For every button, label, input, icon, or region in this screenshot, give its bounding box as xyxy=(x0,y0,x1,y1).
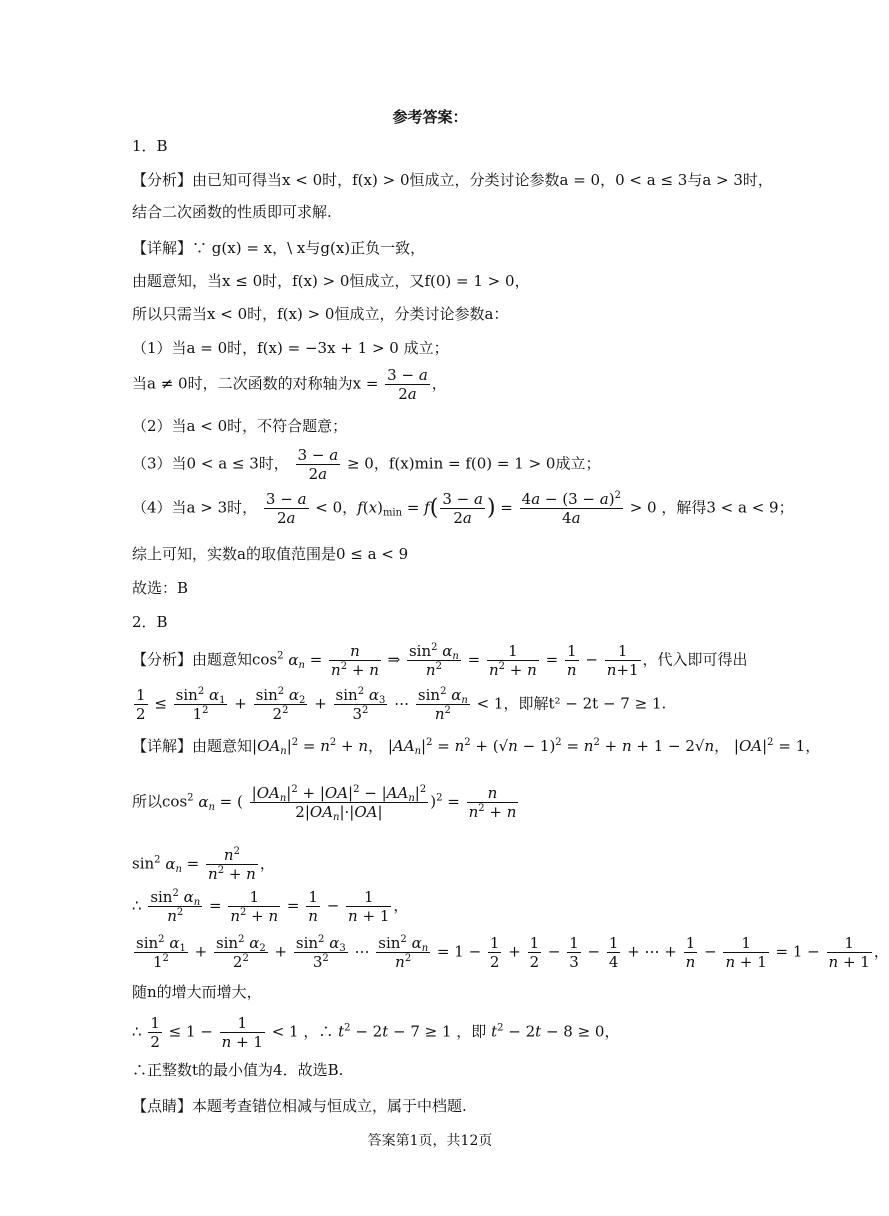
q2-so-text: 所以 xyxy=(132,792,163,811)
q1-case4-prefix: （4）当a > 3时， xyxy=(132,498,258,517)
q1-axis-text: 当a ≠ 0时，二次函数的对称轴为x = xyxy=(132,374,379,393)
q2-detail: 【详解】由题意知$|OA_n|^2 = n^2 + n$， $|AA_n|^2 = n^2 + (√n - 1)^2 = n^2 + n + 1 - 2√n$， $|OA|^2 = 1$， xyxy=(132,737,821,757)
q2-increase: 随n的增大而增大， xyxy=(132,983,262,1001)
q1-case3-suffix: ≥ 0，f(x)min = f(0) = 1 > 0成立； xyxy=(346,454,601,473)
q2-analysis-ineq-end: < 1，即解t² − 2t − 7 ≥ 1. xyxy=(476,694,667,713)
page-title: 参考答案： xyxy=(392,108,468,126)
case4-fraction: $\frac{3 - a}{2a}$ xyxy=(265,490,307,527)
q1-detail-line1: ∵ g(x) = x，\ x与g(x)正负一致， xyxy=(192,239,426,257)
q1-axis-line: 当a ≠ 0时，二次函数的对称轴为x = $\frac{3 - a}{2a}$ ， xyxy=(132,366,447,403)
q1-number: 1．B xyxy=(132,137,168,155)
q1-detail xyxy=(132,238,425,258)
q2-detail-tag: 【详解】 xyxy=(132,737,193,755)
q1-case4: （4）当a > 3时， $\frac{3 - a}{2a}$ < 0，$f(x)_{min} = f$( $\frac{3 - a}{2a}$ ) = $\frac{4a - (3 - a)^2}{4a}$ > 0 ，解得3 < a < 9； xyxy=(132,490,794,527)
q1-analysis-cont: 结合二次函数的性质即可求解. xyxy=(132,203,332,221)
q1-case1: （1）当a = 0时，f(x) = −3x + 1 > 0 成立； xyxy=(132,339,449,357)
q2-therefore-line: ∴ $\frac{\sin^2 \alpha_n}{n^2}$ = $\frac{1}{n^2 + n}$ = $\frac{1}{n}$ − $\frac{1}{n + 1}$ ， xyxy=(132,888,409,925)
q2-analysis-text: 由题意知 xyxy=(192,650,253,669)
axis-fraction: $\frac{3 - a}{2a}$ xyxy=(387,366,428,403)
q2-sin-line: $\sin^2 \alpha_n$ = $\frac{n^2}{n^2 + n}$ ， xyxy=(132,846,275,883)
q1-detail-tag: 【详解】 xyxy=(132,239,193,257)
q2-detail-text: 由题意知 xyxy=(192,737,253,755)
q1-conclusion: 综上可知，实数a的取值范围是0 ≤ a < 9 xyxy=(132,545,409,563)
q2-sum-line: $\frac{\sin^2 \alpha_1}{1^2}$ + $\frac{\sin^2 \alpha_2}{2^2}$ + $\frac{\sin^2 \alpha_3}{3^2}$ ⋯ $\frac{\sin^2 \alpha_n}{n^2}$ = 1 − $\frac{1}{2}$ + $\frac{1}{2}$ − $\frac{1}{3}$ − $\frac{1}{4}$ + ⋯ + $\frac{1}{n}$ − $\frac{1}{n + 1}$ = 1 − $\frac{1}{n + 1}$ ， xyxy=(136,934,889,971)
q2-number: 2．B xyxy=(132,613,168,631)
case3-fraction: $\frac{3 - a}{2a}$ xyxy=(297,446,339,483)
q2-comment-tag: 【点睛】 xyxy=(132,1097,193,1115)
q1-detail-line2: 由题意知，当x ≤ 0时，f(x) > 0恒成立，又f(0) = 1 > 0， xyxy=(132,272,530,290)
q1-case2: （2）当a < 0时，不符合题意； xyxy=(132,417,348,435)
q1-case3 xyxy=(132,446,600,483)
q2-comment xyxy=(132,1096,467,1116)
q1-detail-line3: 所以只需当x < 0时，f(x) > 0恒成立，分类讨论参数a： xyxy=(132,305,509,323)
q1-case3-prefix: （3）当0 < a ≤ 3时， xyxy=(132,454,289,473)
q2-analysis: 【分析】由题意知$\cos^2 \alpha_n$ = $\frac{n}{n^2 + n}$ ⇒ $\frac{\sin^2 \alpha_n}{n^2}$ = $\frac{1}{n^2 + n}$ = $\frac{1}{n}$ − $\frac{1}{n+1}$ ，代入即可得出 xyxy=(132,642,748,679)
page-footer: 答案第1页，共12页 xyxy=(367,1133,493,1149)
q2-min-text: ∴正整数t的最小值为4．故选B. xyxy=(132,1061,344,1079)
case4-value-fraction: $\frac{4a - (3 - a)^2}{4a}$ xyxy=(521,490,621,527)
q2-comment-text: 本题考查错位相减与恒成立，属于中档题. xyxy=(192,1097,467,1115)
q2-bound-line: ∴ $\frac{1}{2}$ ≤ 1 − $\frac{1}{n + 1}$ < 1 ，∴ $t^2 - 2t - 7 \ge 1$ ，即 $t^2 - 2t - 8 \ge 0$， xyxy=(132,1014,620,1051)
q1-case4-solve: > 0 ，解得3 < a < 9； xyxy=(629,498,794,517)
q2-analysis-end: ，代入即可得出 xyxy=(642,650,748,669)
q1-answer: 故选：B xyxy=(132,579,189,597)
q2-analysis-tag: 【分析】 xyxy=(132,650,193,669)
q2-cos-line: 所以$\cos^2 \alpha_n$ = ( $\frac{|OA_n|^2 + |OA|^2 - |AA_n|^2}{2|OA_n|\cdot|OA|}$ )$^2$ = $\frac{n}{n^2 + n}$ xyxy=(132,784,517,823)
q2-analysis-ineq: $\frac{1}{2}$ ≤ $\frac{\sin^2 \alpha_1}{1^2}$ + $\frac{\sin^2 \alpha_2}{2^2}$ + $\frac{\sin^2 \alpha_3}{3^2}$ ⋯ $\frac{\sin^2 \alpha_n}{n^2}$ < 1，即解t² − 2t − 7 ≥ 1. xyxy=(136,686,667,723)
q1-analysis xyxy=(132,170,773,190)
q1-analysis-tag: 【分析】 xyxy=(132,171,193,189)
case4-inner-fraction: $\frac{3 - a}{2a}$ xyxy=(442,490,483,527)
q1-analysis-text: 由已知可得当x < 0时，f(x) > 0恒成立，分类讨论参数a = 0，0 < a ≤ 3与a > 3时， xyxy=(192,171,773,189)
